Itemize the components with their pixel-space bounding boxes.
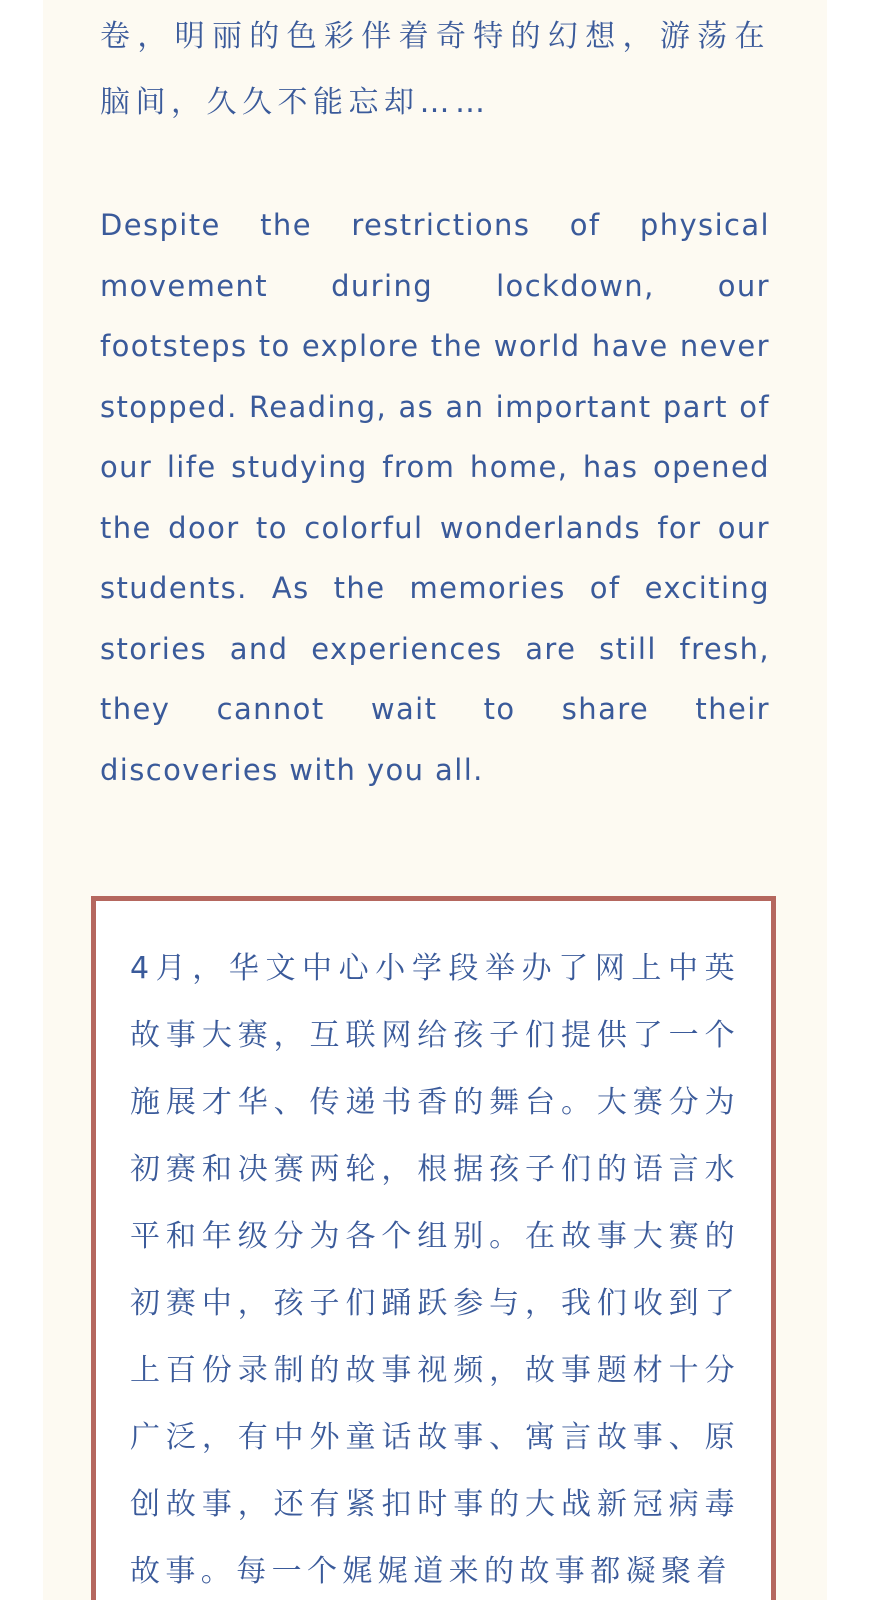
intro-english-paragraph: Despite the restrictions of physical movement during lockdown, our footsteps to explore the world have never stopped. Reading, as an important part of our life studying from home, has opened the door to colorful wonderlands for our students. As the memories of exciting stories and experiences are still fresh, they cannot wait to share their discoveries with you all. [100, 208, 770, 787]
intro-chinese-paragraph: 卷，明丽的色彩伴着奇特的幻想，游荡在脑间，久久不能忘却…… [100, 19, 770, 120]
highlight-box-paragraph: 4月，华文中心小学段举办了网上中英故事大赛，互联网给孩子们提供了一个施展才华、传递书香的舞台。大赛分为初赛和决赛两轮，根据孩子们的语言水平和年级分为各个组别。在故事大赛的初赛中，孩子们踊跃参与，我们收到了上百份录制的故事视频，故事题材十分广泛，有中外童话故事、寓言故事、原创故事，还有紧扣时事的大战新冠病毒故事。每一个娓娓道来的故事都凝聚着 [130, 951, 740, 1589]
